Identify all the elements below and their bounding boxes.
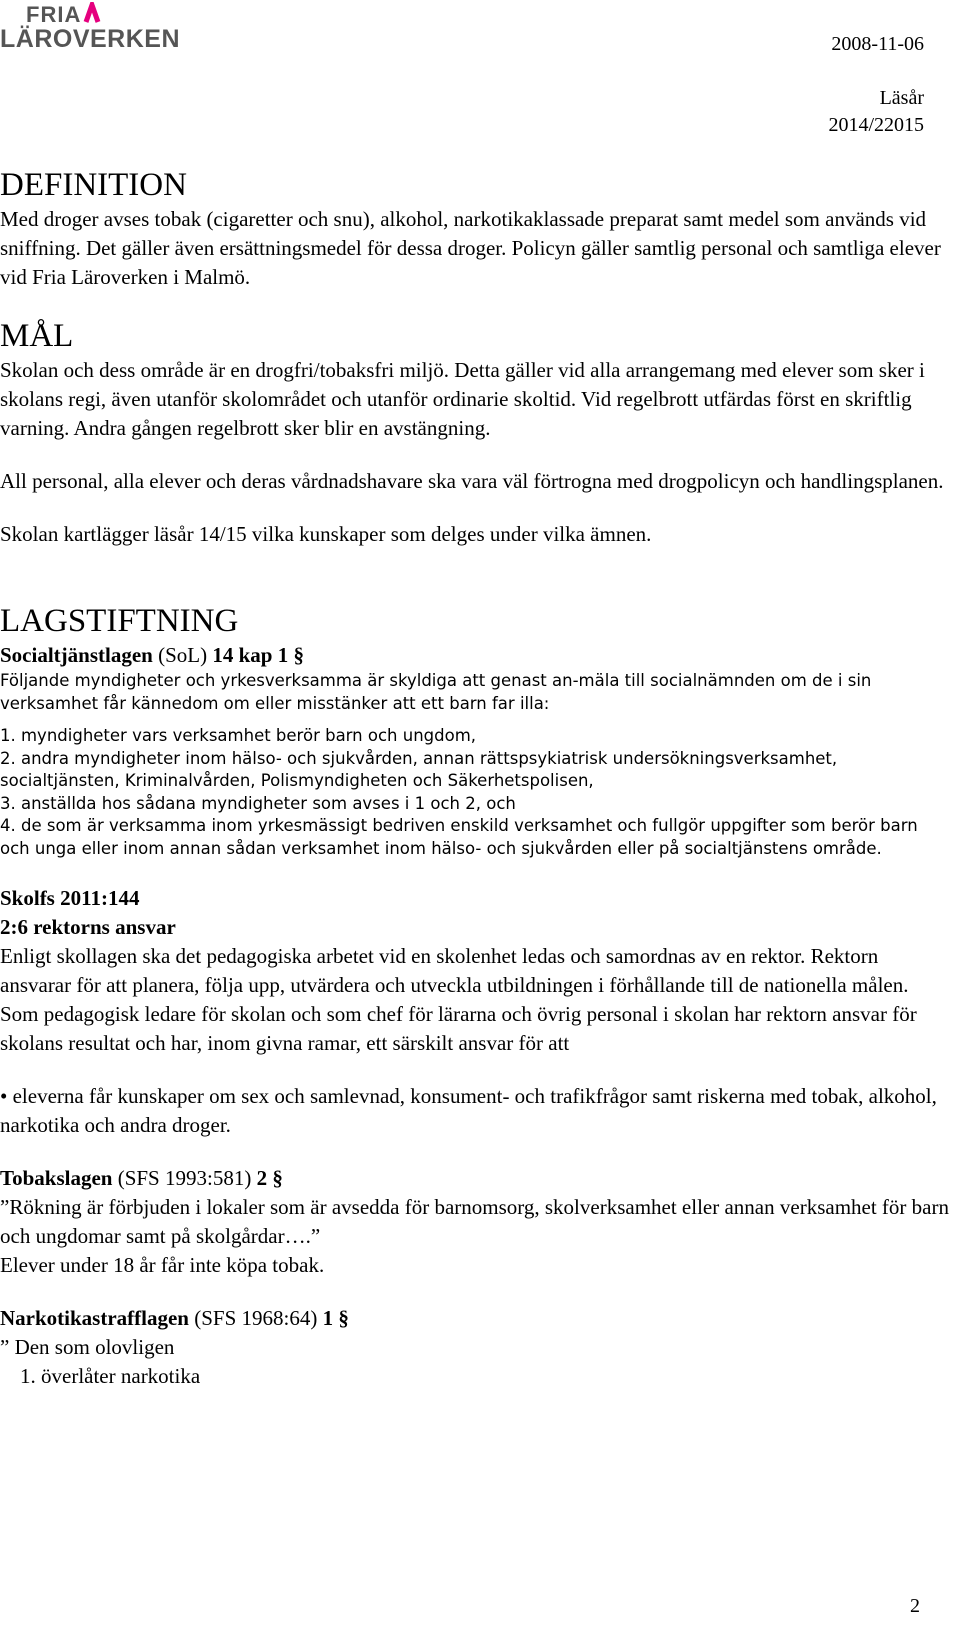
sol-item-2: 2. andra myndigheter inom hälso- och sjukvården, annan rättspsykiatrisk undersökningsverksamhet, socialtjänsten, Kriminalvården, Polismyndigheten och Säkerhetspolisen, [0, 748, 838, 790]
narko-title [0, 1304, 950, 1333]
skolfs-title [0, 884, 950, 913]
logo-accent-mark [86, 5, 98, 22]
sol-intro: Följande myndigheter och yrkesverksamma är skyldiga att genast an-mäla till socialnämnden om de i sin verksamhet får kännedom om eller misstänker att ett barn far illa: [0, 671, 872, 713]
definition-heading: DEFINITION [0, 167, 187, 203]
sol-item-1: 1. myndigheter vars verksamhet berör barn och ungdom, [0, 726, 477, 745]
tobak-note: Elever under 18 år får inte köpa tobak. [0, 1253, 325, 1277]
mal-heading: MÅL [0, 318, 74, 354]
narko-quote: ” Den som olovligen [0, 1335, 175, 1359]
skolfs-subtitle-text: 2:6 rektorns ansvar [0, 915, 176, 939]
sol-title-tail: 14 kap 1 § [212, 643, 304, 667]
mal-paragraph-3: Skolan kartlägger läsår 14/15 vilka kunskaper som delges under vilka ämnen. [0, 522, 652, 546]
tobak-title [0, 1164, 950, 1193]
narko-title-bold: Narkotikastrafflagen [0, 1306, 189, 1330]
narko-title-normal: (SFS 1968:64) [188, 1306, 323, 1330]
sol-title-bold: Socialtjänstlagen [0, 643, 153, 667]
logo-text-fria: FRIA [26, 2, 82, 27]
logo-text-laroverken: LÄROVERKEN [0, 25, 181, 50]
school-year-label: Läsår [879, 87, 924, 109]
skolfs-title-text: Skolfs 2011:144 [0, 886, 140, 910]
document-body [0, 165, 950, 1391]
sol-title [0, 641, 950, 670]
fria-laroverken-logo [0, 2, 195, 50]
tobak-title-normal: (SFS 1993:581) [112, 1166, 257, 1190]
narko-item: 1. överlåter narkotika [20, 1364, 201, 1388]
mal-paragraph-1: Skolan och dess område är en drogfri/tobaksfri miljö. Detta gäller vid alla arrangemang med elever som sker i skolans regi, även utanför skolområdet och utanför ordinarie skoltid. Vid regelbrott utfärdas först en skriftlig varning. Andra gången regelbrott sker blir en avstängning. [0, 358, 925, 440]
tobak-title-tail: 2 § [256, 1166, 283, 1190]
sol-item-4: 4. de som är verksamma inom yrkesmässigt bedriven enskild verksamhet och fullgör uppgifter som berör barn och unga eller inom annan sådan verksamhet inom hälso- och sjukvården eller på socialtjänstens område. [0, 816, 918, 858]
tobak-quote: ”Rökning är förbjuden i lokaler som är avsedda för barnomsorg, skolverksamhet eller annan verksamhet för barn och ungdomar samt på skolgårdar….” [0, 1195, 949, 1248]
mal-paragraph-2: All personal, alla elever och deras vårdnadshavare ska vara väl förtrogna med drogpolicyn och handlingsplanen. [0, 469, 944, 493]
header-school-year [828, 85, 924, 139]
sol-item-3: 3. anställda hos sådana myndigheter som avses i 1 och 2, och [0, 793, 516, 813]
skolfs-bullet: • eleverna får kunskaper om sex och samlevnad, konsument- och trafikfrågor samt riskerna med tobak, alkohol, narkotika och andra droger. [0, 1084, 937, 1137]
narko-title-tail: 1 § [322, 1306, 349, 1330]
tobak-title-bold: Tobakslagen [0, 1166, 113, 1190]
header-date: 2008-11-06 [831, 33, 924, 55]
lagstiftning-heading: LAGSTIFTNING [0, 603, 239, 639]
school-year-value: 2014/22015 [828, 114, 924, 136]
skolfs-text: Enligt skollagen ska det pedagogiska arbetet vid en skolenhet ledas och samordnas av en rektor. Rektorn ansvarar för att planera, följa upp, utvärdera och utveckla utbildningen i förhållande till de nationella målen. Som pedagogisk ledare för skolan och som chef för lärarna och övrig personal i skolan har rektorn ansvar för skolans resultat och har, inom givna ramar, ett särskilt ansvar för att [0, 944, 917, 1055]
page-number: 2 [910, 1595, 920, 1617]
sol-title-normal: (SoL) [152, 643, 213, 667]
skolfs-subtitle [0, 913, 950, 942]
definition-text: Med droger avses tobak (cigaretter och snu), alkohol, narkotikaklassade preparat samt medel som används vid sniffning. Det gäller även ersättningsmedel för dessa droger. Policyn gäller samtlig personal och samtliga elever vid Fria Läroverken i Malmö. [0, 207, 941, 289]
